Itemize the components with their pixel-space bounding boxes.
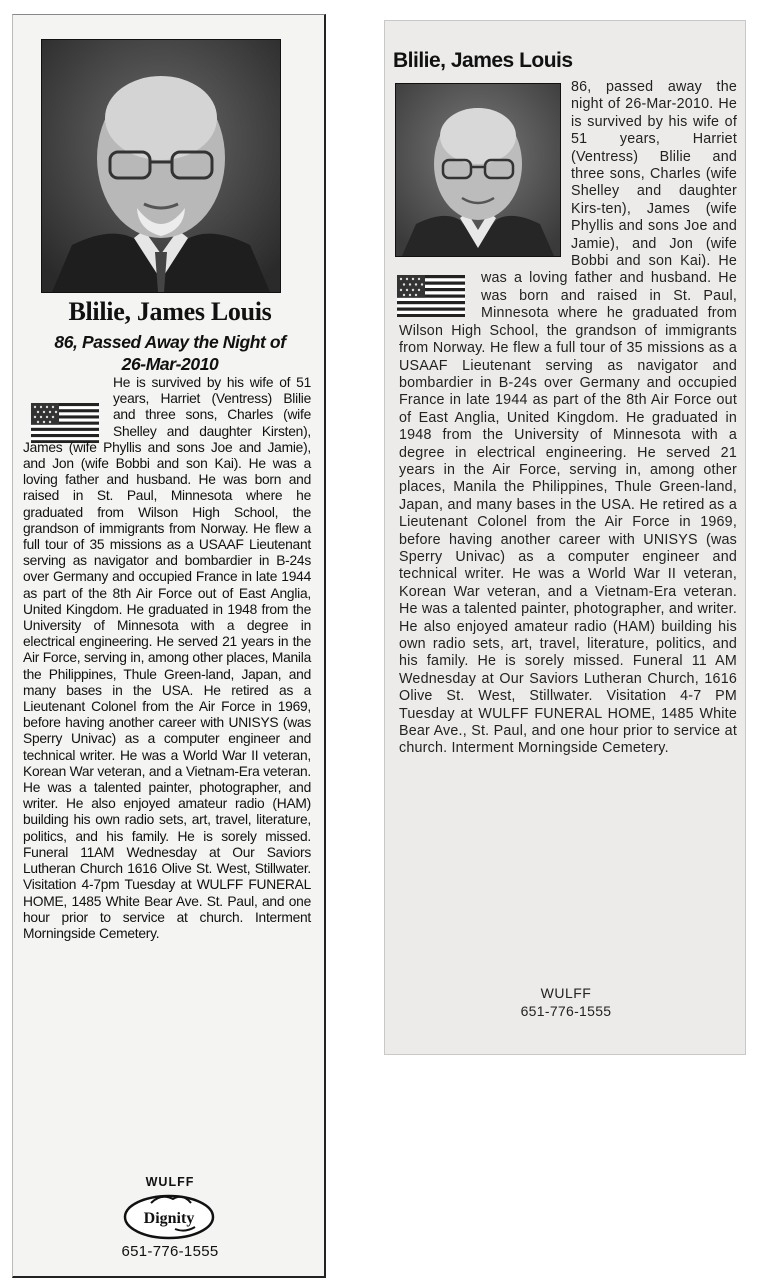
obituary-body: 86, passed away the night of 26-Mar-2010. He is survived by his wife of 51 years, Harriet (Ventress) Blilie and three sons, Charles (wife Shelley and daughter Kirs-ten), James (wife Phyllis and sons Joe and Jamie), and Jon (wife Bobbi and son Kai). He was a loving father and husband. He was born and raised in St. Paul, Minnesota where he graduated from Wilson High School, the grandson of immigrants from Norway. He flew a full tour of 35 missions as a USAAF Lieutenant serving as navigator and bombardier in B-24s over Germany and occupied France in late 1944 as part of the 8th Air Force out of East Anglia, United Kingdom. He graduated in 1948 from the University of Minnesota with a degree in electrical engineering. He served 21 years in the Air Force, serving in, among other places, Manila the Philippines, Thule Green-land, Japan, and many bases in the USA. He retired as a Lieutenant Colonel from the Air Force in 1969, before having another career with UNISYS (was Sperry Univac) as a computer engineer and technical writer. He was a World War II veteran, Korean War veteran, and a Vietnam-Era veteran. He was a talented painter, photographer, and writer. He also enjoyed amateur radio (HAM) building his own radio sets, art, travel, literature, politics, and his family. He is sorely missed. Funeral 11 AM Wednesday at Our Saviors Lutheran Church, 1616 Olive St. West, Stillwater. Visitation 4-7 PM Tuesday at WULFF FUNERAL HOME, 1485 White Bear Ave., St. Paul, and one hour prior to service at church. Interment Morningside Cemetery.: [399, 79, 737, 757]
obituary-subtitle: [13, 331, 327, 375]
obituary-name: Blilie, James Louis: [393, 49, 573, 72]
obituary-clipping-left: [12, 14, 326, 1278]
flag-spacer: [23, 375, 113, 433]
subtitle-line-2: 26-Mar-2010: [121, 354, 219, 374]
subtitle-line-1: 86, Passed Away the Night of: [54, 332, 286, 352]
dignity-logo-text: Dignity: [143, 1210, 195, 1227]
obituary-body-text: [399, 79, 737, 758]
dignity-logo: [121, 1189, 217, 1241]
funeral-home-phone: 651-776-1555: [121, 1243, 219, 1260]
funeral-home-phone: 651-776-1555: [520, 1003, 612, 1019]
funeral-home-name: WULFF: [540, 985, 592, 1001]
funeral-home-name: WULFF: [145, 1175, 195, 1189]
portrait-photo: [41, 39, 281, 293]
flag-spacer: [399, 262, 481, 316]
obituary-name: Blilie, James Louis: [68, 297, 272, 326]
obituary-body-text: [23, 375, 311, 942]
obituary-body: He is survived by his wife of 51 years, Harriet (Ventress) Blilie and three sons, Charles (wife Shelley and daughter Kirsten), James (wife Phyllis and sons Joe and Jamie), and Jon (wife Bobbi and son Kai). He was a loving father and husband. He was born and raised in St. Paul, Minnesota where he graduated from Wilson High School, the grandson of immigrants from Norway. He flew a full tour of 35 missions as a USAAF Lieutenant serving as navigator and bombardier in B-24s over Germany and occupied France in late 1944 as part of the 8th Air Force out of East Anglia, United Kingdom. He graduated in 1948 from the University of Minnesota with a degree in electrical engineering. He served 21 years in the Air Force, serving in, among other places, Manila the Philippines, Thule Green-land, Japan, and many bases in the USA. He retired as a Lieutenant Colonel from the Air Force in 1969, before having another career with UNISYS (was Sperry Univac) as a computer engineer and technical writer. He was a World War II veteran, Korean War veteran, and a Vietnam-Era veteran. He was a talented painter, photographer, and writer. He also enjoyed amateur radio (HAM) building his own radio sets, art, travel, literature, politics, and his family. He is sorely missed. Funeral 11AM Wednesday at Our Saviors Lutheran Church 1616 Olive St. West, Stillwater. Visitation 4-7pm Tuesday at WULFF FUNERAL HOME, 1485 White Bear Ave. St. Paul, and one hour prior to service at church. Interment Morningside Cemetery.: [23, 375, 311, 941]
obituary-clipping-right: [384, 20, 746, 1055]
photo-spacer: [399, 79, 571, 262]
